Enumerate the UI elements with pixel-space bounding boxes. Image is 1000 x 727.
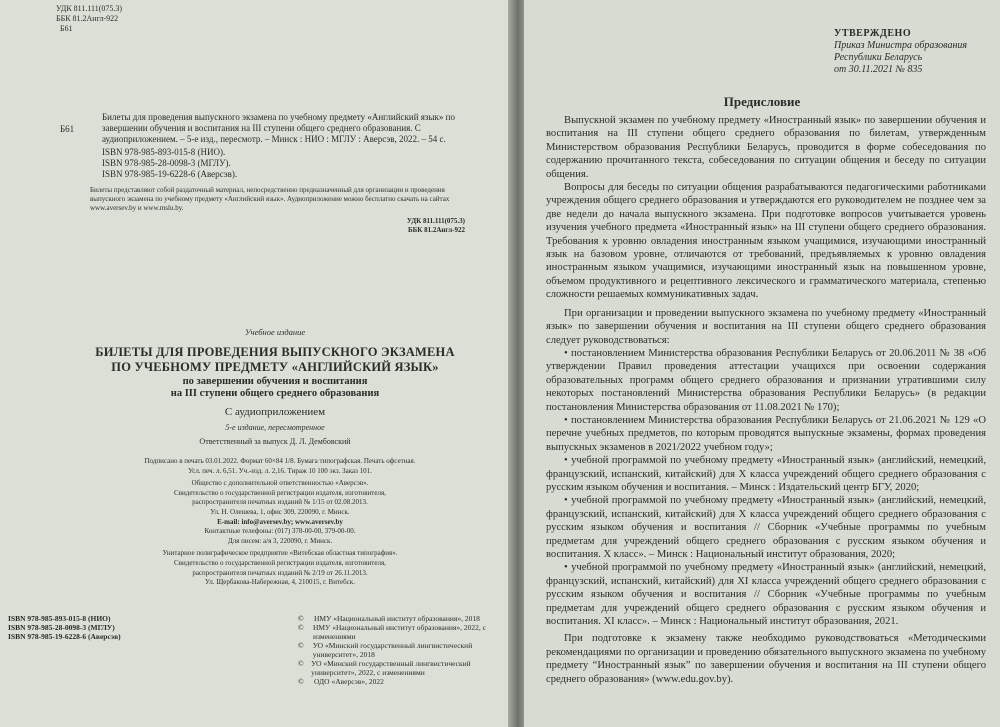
approved-heading: УТВЕРЖДЕНО xyxy=(834,28,912,39)
udk-header xyxy=(56,4,122,34)
imprint-line: Усл. печ. л. 6,51. Уч.-изд. л. 2,16. Тираж 10 100 экз. Заказ 101. xyxy=(188,466,372,475)
approved-line: Приказ Министра образования xyxy=(834,40,968,51)
imprint-line: Контактные телефоны: (017) 378-00-00, 379-00-00. xyxy=(204,527,356,536)
imprint-email: E-mail: info@aversev.by; www.aversev.by xyxy=(217,517,343,526)
isbn-bottom-line: ISBN 978-985-893-015-8 (НИО) xyxy=(8,614,111,623)
preface-bullet: • учебной программой по учебному предмету «Иностранный язык» (английский, немецкий, французский, испанский, китайский) для X класса учреждений общего среднего образования с русским языком обучения и воспитания // Сборник «Учебные программы по учебным предметам для учреждений общего среднего образования с русским языком обучения и воспитания. X класс». – Минск : Национальный институт образования, 2020; xyxy=(546,495,986,560)
imprint-block xyxy=(80,457,480,588)
isbn-list xyxy=(60,147,465,180)
copyright-row: © НМУ «Национальный институт образования», 2018 xyxy=(298,614,480,623)
approval-stamp xyxy=(834,28,967,76)
distribution-note: Билеты представляют собой раздаточный материал, непосредственно предназначенный для организации и проведения выпускного экзамена по учебному предмету «Английский язык». Аудиоприложение можно бесплатно скачать на сайтах www.aversev.by и www.mslu.by. xyxy=(90,186,450,212)
preface-title: Предисловие xyxy=(723,94,801,109)
udk-right: УДК 811.111(075.3) xyxy=(406,217,465,225)
responsible-editor: Ответственный за выпуск Д. Л. Дембовский xyxy=(199,437,351,446)
isbn-bottom xyxy=(8,614,121,641)
preface-paragraph: Вопросы для беседы по ситуации общения разрабатываются педагогическими работниками учреждения общего среднего образования и утверждаются его руководителем не позднее чем за две недели до начала выпускного экзамена. При подготовке вопросов учитывается уровень изучения учебного предмета «Иностранный язык» на III ступени общего среднего образования. Требования к уровню овладения иностранным языком учащимися, изучающими иностранный язык на базовом уровне, отличаются от требований, предъявляемых к уровню овладения иностранным языком учащимися, изучающими иностранный язык на повышенном уровне, объемом продуктивного и рецептивного лексического и грамматического материала, степенью сложности решаемых коммуникативных задач. xyxy=(546,182,986,301)
edition-type: Учебное издание xyxy=(244,327,306,337)
imprint-line: Для писем: а/я 3, 220090, г. Минск. xyxy=(227,536,333,545)
imprint-line: Ул. Н. Олешева, 1, офис 309, 220090, г. Минск. xyxy=(210,507,350,516)
udk-code: УДК 811.111(075.3) xyxy=(56,4,123,13)
subtitle-line-1: по завершении обучения и воспитания xyxy=(182,376,368,387)
copyright-row: © НМУ «Национальный институт образования», 2022, с изменениями xyxy=(298,623,486,641)
approved-line: от 30.11.2021 № 835 xyxy=(834,64,923,75)
classification-right xyxy=(60,217,465,235)
isbn-bottom-line: ISBN 978-985-28-0098-3 (МГЛУ) xyxy=(8,623,115,632)
book-subtitle xyxy=(70,376,480,400)
isbn-aversev: ISBN 978-985-19-6228-6 (Аверсэв). xyxy=(102,169,238,179)
copyright-row: © УО «Минский государственный лингвистический университет», 2022, с изменениями xyxy=(298,659,471,677)
bibliographic-block xyxy=(60,112,465,235)
copyright-row: © УО «Минский государственный лингвистический университет», 2018 xyxy=(298,641,473,659)
preface-bullet: • постановлением Министерства образования Республики Беларусь от 21.06.2021 № 129 «О перечне учебных предметов, по которым проводятся выпускные экзамены, формах проведения выпускных экзаменов в 2021/2022 учебном году»; xyxy=(546,414,986,453)
bbk-right: ББК 81.2Англ-922 xyxy=(407,226,465,234)
isbn-nio: ISBN 978-985-893-015-8 (НИО). xyxy=(102,147,226,157)
preface-paragraph: Выпускной экзамен по учебному предмету «Иностранный язык» по завершении обучения и воспитания на III ступени общего среднего образования по билетам, утвержденным Министерством образования Республики Беларусь, проводится в форме собеседования по содержанию прочитанного текста, собеседования по ситуации общения и беседу по ситуации общения. xyxy=(546,115,986,180)
subtitle-line-2: на III ступени общего среднего образования xyxy=(170,388,380,399)
imprint-line: распространителя печатных изданий № 2/19 от 26.11.2013. xyxy=(192,568,368,577)
approved-line: Республики Беларусь xyxy=(834,52,923,63)
bbk-code: ББК 81.2Англ-922 xyxy=(56,14,119,23)
preface-bullet: • постановлением Министерства образования Республики Беларусь от 20.06.2011 № 38 «Об утверждении Правил проведения аттестации учащихся при освоении содержания образовательных программ общего среднего образования и признании утратившими силу некоторых постановлений Министерства образования Республики Беларусь» (в редакции постановления Министерства образования от 11.08.2021 № 170); xyxy=(546,347,986,413)
preface-paragraph: При подготовке к экзамену также необходимо руководствоваться «Методическими рекомендациями по организации и проведению обязательного выпускного экзамена по учебному предмету “Иностранный язык” по завершении обучения и воспитания на III ступени общего среднего образования» (www.edu.gov.by). xyxy=(546,633,986,685)
isbn-mslu: ISBN 978-985-28-0098-3 (МГЛУ). xyxy=(102,158,231,168)
book-title xyxy=(70,345,480,375)
preface-paragraph: При организации и проведении выпускного экзамена по учебному предмету «Иностранный язык» по завершении обучения и воспитания на III ступени общего среднего образования следует руководствоваться: xyxy=(546,307,986,346)
biblio-code: Б61 xyxy=(60,124,75,134)
imprint-line: распространителя печатных изданий № 1/15 от 02.08.2013. xyxy=(192,498,368,507)
preface-body xyxy=(546,114,986,686)
author-code: Б61 xyxy=(60,24,73,33)
preface-bullet: • учебной программой по учебному предмету «Иностранный язык» (английский, немецкий, французский, испанский, китайский) для X класса учреждений общего среднего образования с русским языком обучения и воспитания. – Минск : Издательский центр БГУ, 2020; xyxy=(546,455,986,493)
isbn-bottom-line: ISBN 978-985-19-6228-6 (Аверсэв) xyxy=(8,632,121,641)
right-page xyxy=(524,0,1000,727)
imprint-line: Общество с дополнительной ответственностью «Аверсэв». xyxy=(191,479,369,488)
title-line-2: ПО УЧЕБНОМУ ПРЕДМЕТУ «АНГЛИЙСКИЙ ЯЗЫК» xyxy=(111,360,439,374)
imprint-line: Свидетельство о государственной регистрации издателя, изготовителя, xyxy=(174,558,386,567)
title-block xyxy=(70,327,480,446)
biblio-description: Билеты для проведения выпускного экзамена по учебному предмету «Английский язык» по завершении обучения и воспитания на III ступени общего среднего образования. С аудиоприложением. – 5-е изд., пересмотр. – Минск : НИО : МГЛУ : Аверсэв, 2022. – 54 с. xyxy=(102,112,455,144)
copyright-row: © ОДО «Аверсэв», 2022 xyxy=(298,677,384,686)
copyright-block xyxy=(298,614,508,686)
imprint-line: Свидетельство о государственной регистрации издателя, изготовителя, xyxy=(174,488,386,497)
imprint-line: Ул. Щербакова-Набережная, 4, 210015, г. Витебск. xyxy=(205,578,355,587)
imprint-line: Подписано в печать 03.01.2022. Формат 60×84 1/8. Бумага типографская. Печать офсетная. xyxy=(144,457,416,465)
imprint-line: Унитарное полиграфическое предприятие «Витебская областная типография». xyxy=(162,549,398,558)
preface-bullet: • учебной программой по учебному предмету «Иностранный язык» (английский, немецкий, французский, испанский, китайский) для XI класса учреждений общего среднего образования с русским языком обучения и воспитания // Сборник «Учебные программы по учебным предметам для учреждений общего среднего образования с русским языком обучения и воспитания. XI класс». – Минск : Национальный институт образования, 2021. xyxy=(546,562,986,628)
audio-note: С аудиоприложением xyxy=(224,406,326,418)
edition-note: 5-е издание, пересмотренное xyxy=(225,423,325,432)
title-line-1: БИЛЕТЫ ДЛЯ ПРОВЕДЕНИЯ ВЫПУСКНОГО ЭКЗАМЕНА xyxy=(95,345,455,359)
